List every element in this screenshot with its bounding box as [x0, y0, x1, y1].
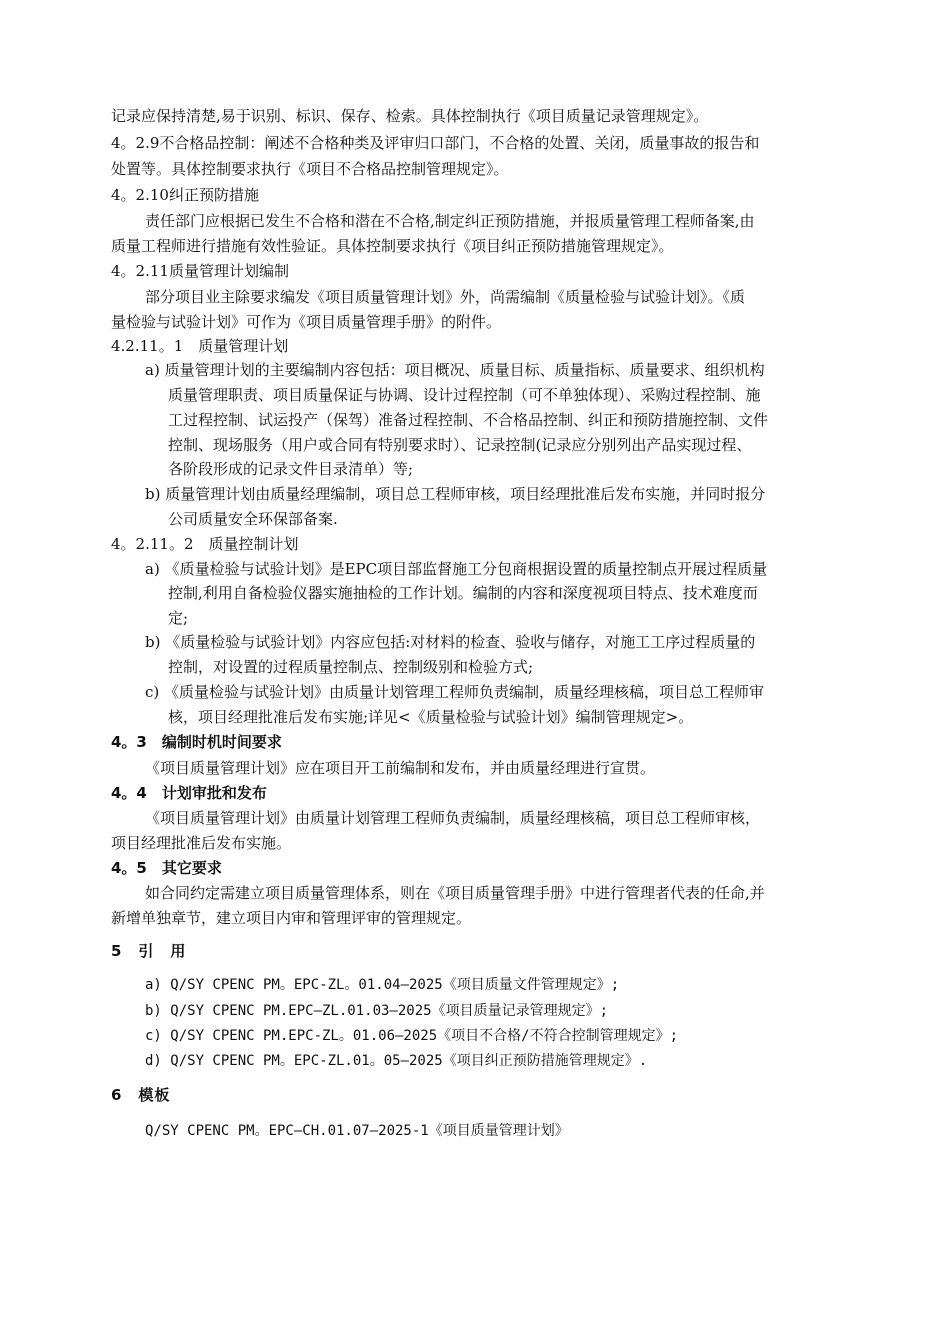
list-item: b) 《质量检验与试验计划》内容应包括:对材料的检查、验收与储存，对施工工序过程质量的 — [145, 633, 756, 651]
text-line: 如合同约定需建立项目质量管理体系，则在《项目质量管理手册》中进行管理者代表的任命,并 — [145, 884, 765, 902]
text-line: 控制、现场服务（用户或合同有特别要求时）、记录控制(记录应分别列出产品实现过程、 — [168, 436, 752, 454]
text-line: 工过程控制、试运投产（保驾）准备过程控制、不合格品控制、纠正和预防措施控制、文件 — [168, 411, 769, 429]
text-line: 量检验与试验计划》可作为《项目质量管理手册》的附件。 — [111, 313, 502, 331]
text-line: 控制,利用自备检验仪器实施抽检的工作计划。编制的内容和深度视项目特点、技术难度而 — [168, 584, 758, 602]
text-line: 各阶段形成的记录文件目录清单）等; — [168, 460, 414, 478]
text-line: 《项目质量管理计划》应在项目开工前编制和发布，并由质量经理进行宣贯。 — [145, 759, 656, 777]
section-heading: 4。5 其它要求 — [111, 859, 222, 877]
text-line: 4。2.9不合格品控制：阐述不合格种类及评审归口部门，不合格的处置、关闭，质量事故的报告和 — [111, 134, 760, 152]
text-line: 核，项目经理批准后发布实施;详见<《质量检验与试验计划》编制管理规定>。 — [168, 708, 694, 726]
chapter-heading: 5 引 用 — [111, 942, 187, 960]
text-line: 责任部门应根据已发生不合格和潜在不合格,制定纠正预防措施，并报质量管理工程师备案,由 — [145, 212, 755, 230]
text-line: 质量工程师进行措施有效性验证。具体控制要求执行《项目纠正预防措施管理规定》。 — [111, 237, 674, 255]
list-item: b) 质量管理计划由质量经理编制，项目总工程师审核，项目经理批准后发布实施，并同时报分 — [145, 485, 766, 503]
text-line: 公司质量安全环保部备案. — [168, 510, 338, 528]
chapter-heading: 6 模板 — [111, 1086, 171, 1104]
text-line: 控制，对设置的过程质量控制点、控制级别和检验方式; — [168, 658, 534, 676]
text-line: 质量管理职责、项目质量保证与协调、设计过程控制（可不单独体现）、采购过程控制、施 — [168, 386, 761, 404]
text-line: 新增单独章节，建立项目内审和管理评审的管理规定。 — [111, 909, 472, 927]
template-reference: Q/SY CPENC PM。EPC—CH.01.07—2025-1《项目质量管理计划》 — [145, 1123, 569, 1139]
text-line: 记录应保持清楚,易于识别、标识、保存、检索。具体控制执行《项目质量记录管理规定》。 — [111, 107, 709, 125]
subsection-heading: 4。2.10纠正预防措施 — [111, 186, 259, 204]
section-heading: 4。4 计划审批和发布 — [111, 784, 267, 802]
text-line: 部分项目业主除要求编发《项目质量管理计划》外，尚需编制《质量检验与试验计划》。《质 — [145, 288, 746, 306]
subsection-heading: 4。2.11质量管理计划编制 — [111, 262, 289, 280]
section-heading: 4。3 编制时机时间要求 — [111, 733, 282, 751]
reference-item: c) Q/SY CPENC PM.EPC-ZL。01.06—2025《项目不合格/不符合控制管理规定》; — [145, 1028, 679, 1044]
text-line: 处置等。具体控制要求执行《项目不合格品控制管理规定》。 — [111, 160, 509, 178]
subsection-heading: 4.2.11。1 质量管理计划 — [111, 337, 289, 355]
subsection-heading: 4。2.11。2 质量控制计划 — [111, 535, 299, 553]
reference-item: d) Q/SY CPENC PM。EPC-ZL.01。05—2025《项目纠正预防措施管理规定》. — [145, 1053, 648, 1069]
list-item: a) 《质量检验与试验计划》是EPC项目部监督施工分包商根据设置的质量控制点开展过程质量 — [145, 560, 768, 578]
text-line: 项目经理批准后发布实施。 — [111, 834, 292, 852]
reference-item: b) Q/SY CPENC PM.EPC—ZL.01.03—2025《项目质量记录管理规定》; — [145, 1003, 609, 1019]
text-line: 定; — [168, 609, 189, 627]
text-line: 《项目质量管理计划》由质量计划管理工程师负责编制，质量经理核稿，项目总工程师审核， — [145, 809, 761, 827]
list-item: c) 《质量检验与试验计划》由质量计划管理工程师负责编制，质量经理核稿，项目总工程师审 — [145, 683, 765, 701]
reference-item: a) Q/SY CPENC PM。EPC-ZL。01.04—2025《项目质量文件管理规定》; — [145, 977, 620, 993]
list-item: a) 质量管理计划的主要编制内容包括：项目概况、质量目标、质量指标、质量要求、组织机构 — [145, 361, 765, 379]
